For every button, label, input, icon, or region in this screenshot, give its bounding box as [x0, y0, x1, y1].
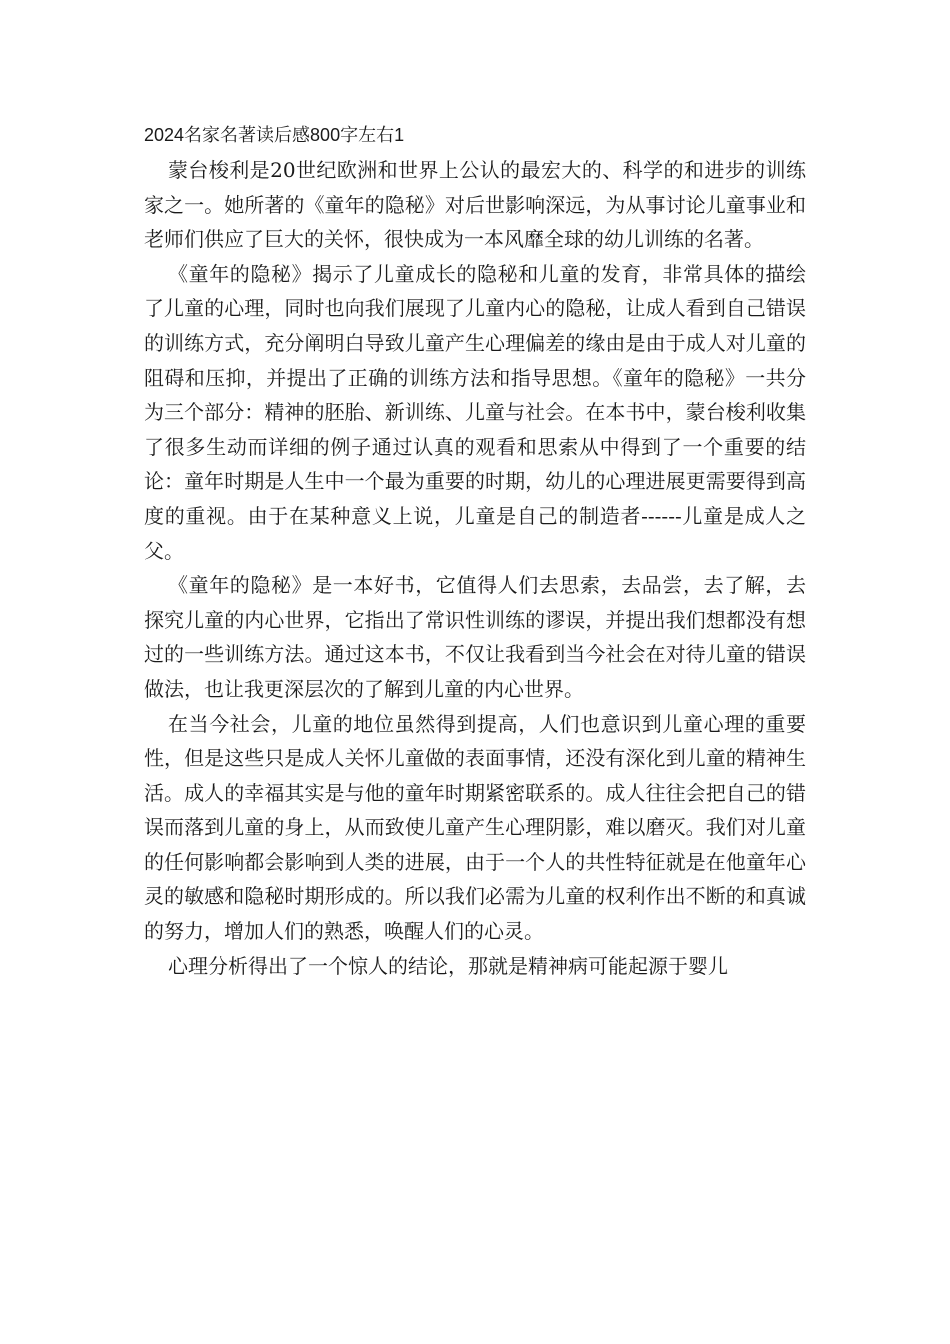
paragraph-5: 心理分析得出了一个惊人的结论，那就是精神病可能起源于婴儿 [168, 953, 728, 978]
paragraph-1: 蒙台梭利是20世纪欧洲和世界上公认的最宏大的、科学的和进步的训练家之一。她所著的《童年的隐秘》对后世影响深远，为从事讨论儿童事业和老师们供应了巨大的关怀，很快成为一本风靡全球的幼儿训练的名著。 [144, 158, 806, 252]
document-title: 2024名家名著读后感800字左右1 [144, 125, 405, 145]
paragraph-4: 在当今社会，儿童的地位虽然得到提高，人们也意识到儿童心理的重要性，但是这些只是成人关怀儿童做的表面事情，还没有深化到儿童的精神生活。成人的幸福其实是与他的童年时期紧密联系的。成人往往会把自己的错误而落到儿童的身上，从而致使儿童产生心理阴影，难以磨灭。我们对儿童的任何影响都会影响到人类的进展，由于一个人的共性特征就是在他童年心灵的敏感和隐秘时期形成的。所以我们必需为儿童的权利作出不断的和真诚的努力，增加人们的熟悉，唤醒人们的心灵。 [144, 711, 806, 944]
paragraph-3: 《童年的隐秘》是一本好书，它值得人们去思索，去品尝，去了解，去探究儿童的内心世界，它指出了常识性训练的谬误，并提出我们想都没有想过的一些训练方法。通过这本书，不仅让我看到当今社会在对待儿童的错误做法，也让我更深层次的了解到儿童的内心世界。 [144, 573, 806, 701]
paragraph-2: 《童年的隐秘》揭示了儿童成长的隐秘和儿童的发育，非常具体的描绘了儿童的心理，同时也向我们展现了儿童内心的隐秘，让成人看到自己错误的训练方式，充分阐明白导致儿童产生心理偏差的缘由是由于成人对儿童的阻碍和压抑，并提出了正确的训练方法和指导思想。《童年的隐秘》一共分为三个部分：精神的胚胎、新训练、儿童与社会。在本书中，蒙台梭利收集了很多生动而详细的例子通过认真的观看和思索从中得到了一个重要的结论：童年时期是人生中一个最为重要的时期，幼儿的心理进展更需要得到高度的重视。由于在某种意义上说，儿童是自己的制造者------儿童是成人之父。 [144, 261, 806, 563]
document-body [144, 118, 806, 983]
